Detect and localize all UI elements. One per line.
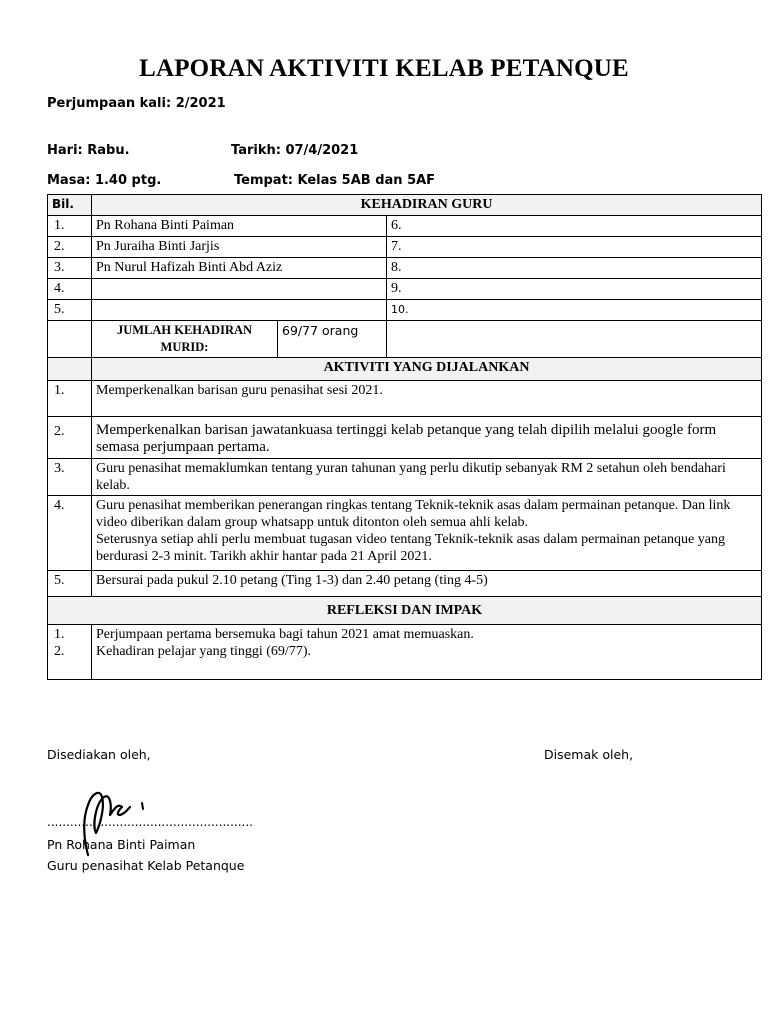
signatory-role: Guru penasihat Kelab Petanque (47, 858, 245, 873)
aktiviti-text: Guru penasihat memberikan penerangan ringkas tentang Teknik-teknik asas dalam permainan petanque. Dan link video diberikan dalam group whatsapp untuk ditonton oleh semua ahli kelab. (96, 498, 731, 530)
disediakan-label: Disediakan oleh, (47, 747, 151, 762)
aktiviti-text-block (92, 496, 762, 571)
guru-right-number: 6. (387, 216, 762, 237)
refleksi-header: REFLEKSI DAN IMPAK (48, 597, 762, 625)
table-row (48, 258, 762, 279)
aktiviti-text: Memperkenalkan barisan jawatankuasa tertinggi kelab petanque yang telah dipilih melalui google form semasa perjumpaan pertama. (92, 417, 762, 459)
table-row (48, 459, 762, 496)
guru-row-number: 2. (48, 237, 92, 258)
report-table (47, 194, 762, 680)
refleksi-number: 2. (54, 644, 65, 659)
jumlah-kehadiran-label (92, 321, 278, 358)
guru-name: Pn Juraiha Binti Jarjis (92, 237, 387, 258)
guru-right-number: 8. (387, 258, 762, 279)
guru-row-number: 3. (48, 258, 92, 279)
jumlah-label-line1: JUMLAH KEHADIRAN (116, 323, 253, 337)
table-row (48, 300, 762, 321)
guru-right-number: 10. (387, 300, 762, 321)
disemak-label: Disemak oleh, (544, 747, 634, 762)
refleksi-numbers (48, 625, 92, 680)
jumlah-row (48, 321, 762, 358)
jumlah-label-line2: MURID: (160, 340, 209, 354)
guru-name: Pn Rohana Binti Paiman (92, 216, 387, 237)
table-row (48, 237, 762, 258)
table-row (48, 279, 762, 300)
empty-cell (48, 321, 92, 358)
refleksi-texts (92, 625, 762, 680)
masa-line: Masa: 1.40 ptg. (47, 173, 162, 188)
signature-dotted-line: ...................................................... (47, 815, 253, 829)
table-row (48, 417, 762, 459)
guru-right-number: 7. (387, 237, 762, 258)
aktiviti-number: 3. (48, 459, 92, 496)
refleksi-row (48, 625, 762, 680)
guru-name: Pn Nurul Hafizah Binti Abd Aziz (92, 258, 387, 279)
refleksi-header-row (48, 597, 762, 625)
aktiviti-header: AKTIVITI YANG DIJALANKAN (92, 358, 762, 381)
guru-name (92, 279, 387, 300)
page-title: LAPORAN AKTIVITI KELAB PETANQUE (139, 55, 629, 82)
tarikh-line: Tarikh: 07/4/2021 (231, 143, 359, 158)
guru-right-number: 9. (387, 279, 762, 300)
refleksi-text: Perjumpaan pertama bersemuka bagi tahun 2021 amat memuaskan. (96, 627, 474, 642)
aktiviti-number: 2. (48, 417, 92, 459)
perjumpaan-line: Perjumpaan kali: 2/2021 (47, 96, 226, 111)
bil-header: Bil. (48, 195, 92, 216)
aktiviti-number: 5. (48, 571, 92, 597)
guru-name (92, 300, 387, 321)
aktiviti-text-continued: Seterusnya setiap ahli perlu membuat tugasan video tentang Teknik-teknik asas dalam permainan petanque yang berdurasi 2-3 minit. Tarikh akhir hantar pada 21 April 2021. (96, 532, 725, 564)
signatory-name: Pn Rohana Binti Paiman (47, 837, 196, 852)
aktiviti-text: Bersurai pada pukul 2.10 petang (Ting 1-3) dan 2.40 petang (ting 4-5) (92, 571, 762, 597)
aktiviti-header-row (48, 358, 762, 381)
table-header-row (48, 195, 762, 216)
table-row (48, 571, 762, 597)
hari-line: Hari: Rabu. (47, 143, 130, 158)
jumlah-kehadiran-value: 69/77 orang (278, 321, 387, 358)
refleksi-number: 1. (54, 627, 65, 642)
aktiviti-text: Memperkenalkan barisan guru penasihat sesi 2021. (92, 381, 762, 417)
empty-cell (387, 321, 762, 358)
guru-row-number: 4. (48, 279, 92, 300)
table-row (48, 496, 762, 571)
aktiviti-number: 4. (48, 496, 92, 571)
guru-row-number: 1. (48, 216, 92, 237)
aktiviti-text: Guru penasihat memaklumkan tentang yuran tahunan yang perlu dikutip sebanyak RM 2 setahun oleh bendahari kelab. (92, 459, 762, 496)
aktiviti-number: 1. (48, 381, 92, 417)
tempat-line: Tempat: Kelas 5AB dan 5AF (234, 173, 436, 188)
empty-cell (48, 358, 92, 381)
refleksi-text: Kehadiran pelajar yang tinggi (69/77). (96, 644, 311, 659)
table-row (48, 381, 762, 417)
table-row (48, 216, 762, 237)
kehadiran-guru-header: KEHADIRAN GURU (92, 195, 762, 216)
guru-row-number: 5. (48, 300, 92, 321)
